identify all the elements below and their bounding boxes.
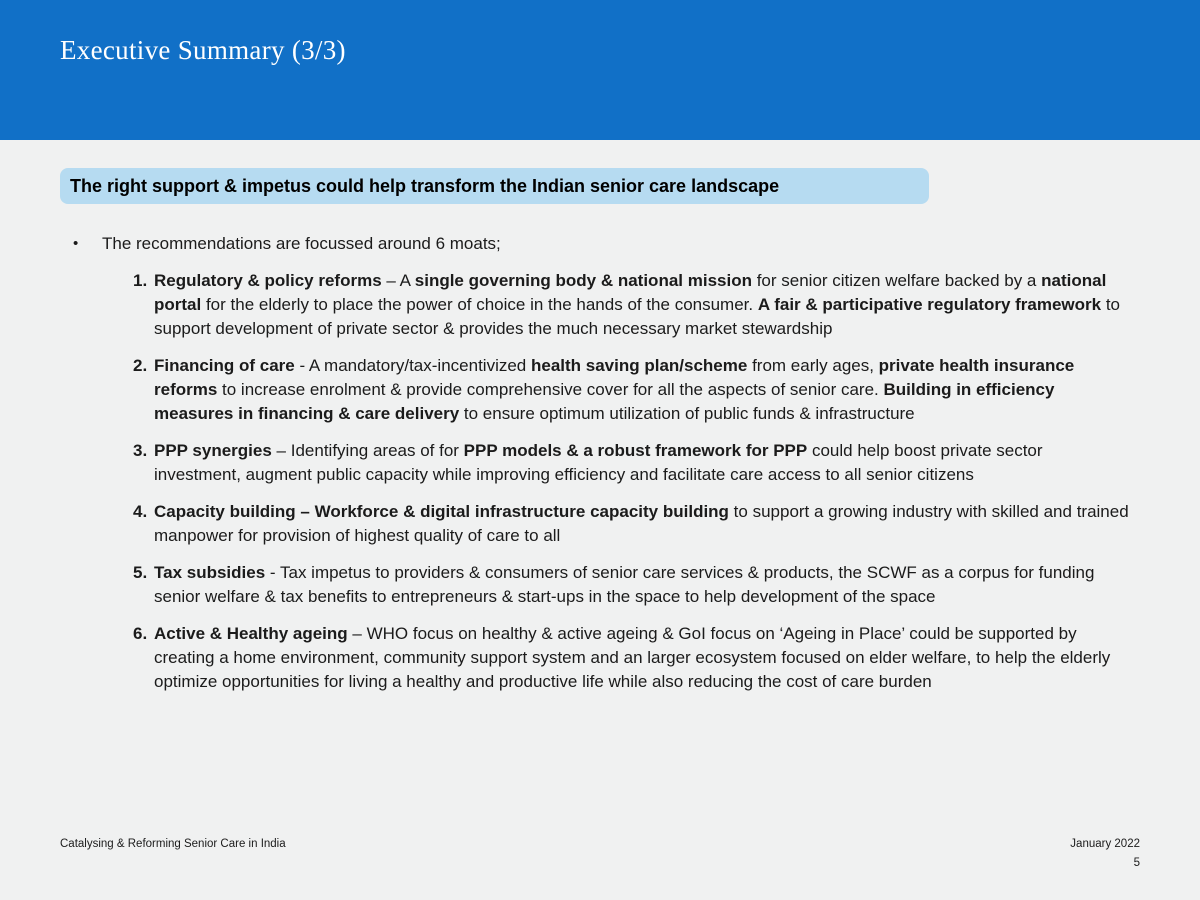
page-number: 5 xyxy=(1133,857,1140,869)
footer-document-title: Catalysing & Reforming Senior Care in India xyxy=(60,838,286,850)
list-item xyxy=(133,500,1200,548)
item-text: Capacity building – Workforce & digital infrastructure capacity building to support a growing industry with skilled and trained manpower for provision of highest quality of care to all xyxy=(154,502,1129,545)
footer-right-block xyxy=(1070,838,1140,869)
list-item xyxy=(133,354,1200,426)
list-item xyxy=(133,622,1200,694)
item-number: 6. xyxy=(133,624,148,643)
item-text: Tax subsidies - Tax impetus to providers & consumers of senior care services & products, the SCWF as a corpus for funding senior welfare & tax benefits to entrepreneurs & start-ups in the space to help development of the space xyxy=(154,563,1095,606)
item-text: Active & Healthy ageing – WHO focus on healthy & active ageing & GoI focus on ‘Ageing in Place’ could be supported by creating a home environment, community support system and an larger ecosystem focused on elder welfare, to help the elderly optimize opportunities for living a healthy and productive life while also reducing the cost of care burden xyxy=(154,624,1111,691)
item-number: 3. xyxy=(133,441,148,460)
item-number: 5. xyxy=(133,563,148,582)
item-text: Regulatory & policy reforms – A single governing body & national mission for senior citizen welfare backed by a national portal for the elderly to place the power of choice in the hands of the consumer. A fair & participative regulatory framework to support development of private sector & provides the much necessary market stewardship xyxy=(154,271,1121,338)
item-number: 4. xyxy=(133,502,148,521)
intro-bullet-row xyxy=(73,232,1200,256)
item-number: 1. xyxy=(133,271,148,290)
item-text: PPP synergies – Identifying areas of for PPP models & a robust framework for PPP could help boost private sector investment, augment public capacity while improving efficiency and facilitate care access to all senior citizens xyxy=(154,441,1043,484)
list-item xyxy=(133,269,1200,341)
subtitle-highlight-box xyxy=(60,168,929,204)
item-text: Financing of care - A mandatory/tax-incentivized health saving plan/scheme from early ages, private health insurance reforms to increase enrolment & provide comprehensive cover for all the aspects of senior care. Building in efficiency measures in financing & care delivery to ensure optimum utilization of public funds & infrastructure xyxy=(154,356,1075,423)
header-band xyxy=(0,0,1200,140)
intro-bullet-text: The recommendations are focussed around 6 moats; xyxy=(102,234,501,253)
recommendations-list xyxy=(0,269,1200,694)
list-item xyxy=(133,561,1200,609)
page-title: Executive Summary (3/3) xyxy=(60,35,346,65)
bullet-icon: • xyxy=(73,235,79,252)
footer-date: January 2022 xyxy=(1070,838,1140,850)
list-item xyxy=(133,439,1200,487)
subtitle-text: The right support & impetus could help transform the Indian senior care landscape xyxy=(70,175,780,196)
item-number: 2. xyxy=(133,356,148,375)
